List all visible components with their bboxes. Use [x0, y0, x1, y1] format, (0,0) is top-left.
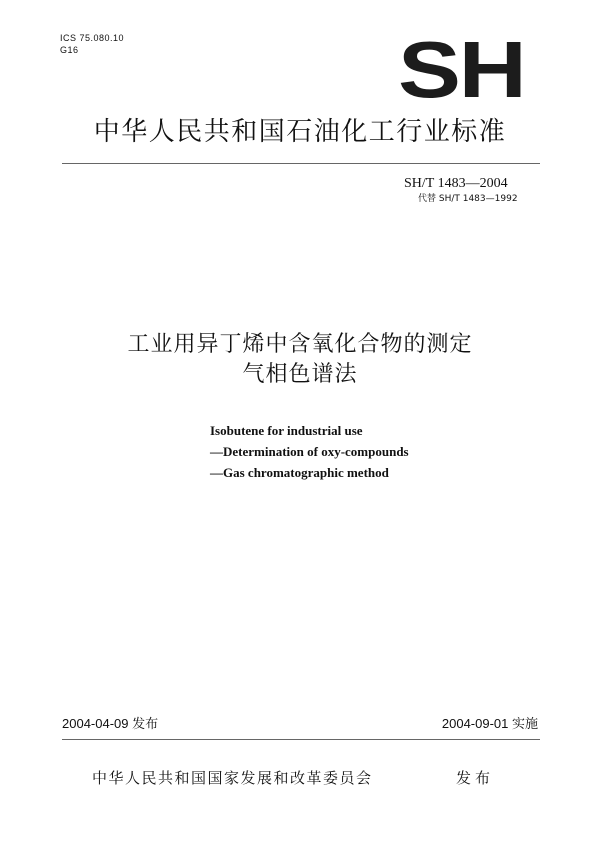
chinese-title	[0, 330, 600, 390]
issue-date: 2004-04-09 发布	[62, 716, 159, 731]
issue-action: 发布	[456, 769, 495, 787]
implementation-date: 2004-09-01 实施	[441, 716, 538, 731]
issuing-authority: 中华人民共和国国家发展和改革委员会	[92, 769, 373, 787]
chinese-title-line-2: 气相色谱法	[242, 362, 358, 387]
ics-code: ICS 75.080.10	[60, 33, 125, 43]
top-divider	[62, 163, 540, 164]
bottom-divider	[62, 739, 540, 740]
standard-number: SH/T 1483—2004	[404, 176, 508, 191]
chinese-title-line-1: 工业用异丁烯中含氧化合物的测定	[127, 332, 473, 357]
sh-logo: SH	[398, 25, 525, 114]
english-title	[210, 420, 409, 483]
replaces-note: 代替 SH/T 1483—1992	[418, 194, 518, 204]
english-title-line-3: —Gas chromatographic method	[210, 465, 389, 480]
english-title-line-1: Isobutene for industrial use	[210, 423, 363, 438]
category-code: G16	[60, 45, 79, 55]
english-title-line-2: —Determination of oxy-compounds	[210, 444, 409, 459]
classification-block	[60, 32, 124, 56]
standard-title: 中华人民共和国石油化工行业标准	[93, 117, 507, 147]
